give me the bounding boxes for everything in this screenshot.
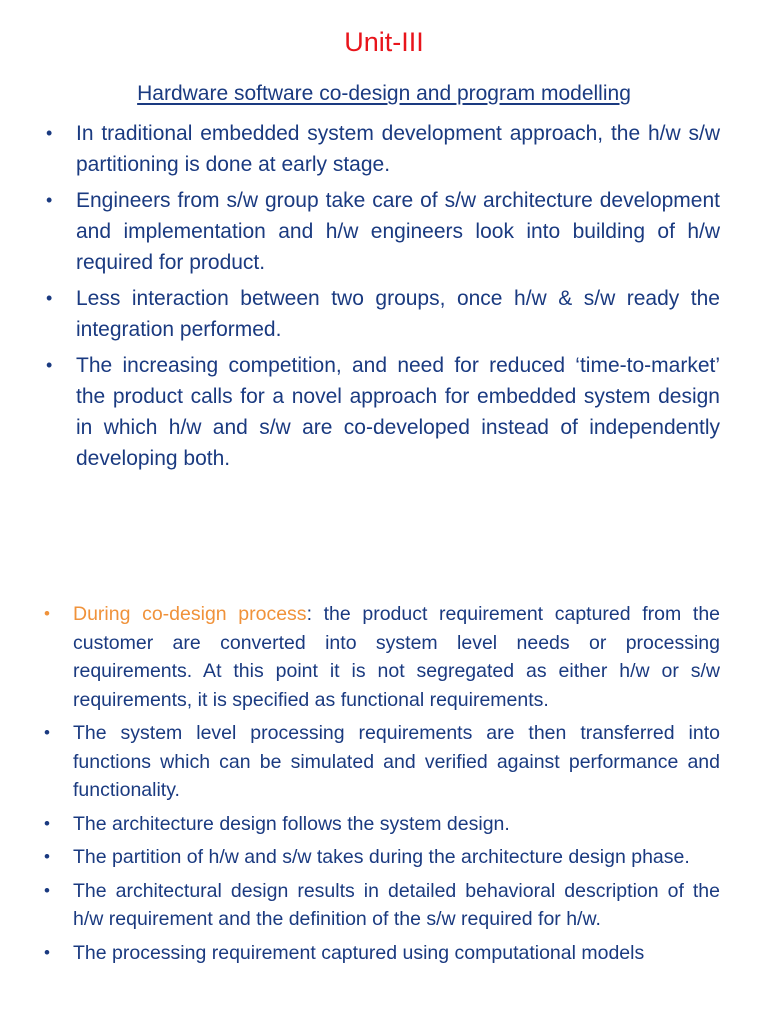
highlight-term: During co-design process (73, 603, 307, 625)
list-item-text: Less interaction between two groups, once h/w & s/w ready the integration performed. (76, 287, 720, 341)
bullet-list-traditional (0, 118, 768, 479)
bullet-icon: • (44, 847, 50, 866)
bullet-icon: • (46, 190, 53, 210)
list-item-text: In traditional embedded system development approach, the h/w s/w partitioning is done at early stage. (76, 122, 720, 176)
bullet-icon: • (46, 288, 53, 308)
list-item (0, 283, 768, 345)
list-item-text-rest: : the product requirement captured from the customer are converted into system level needs or processing requirements. At this point it is not segregated as either h/w or s/w requirements, it is specified as functional requirements. (73, 603, 721, 711)
list-item (0, 877, 768, 934)
list-item-text (73, 600, 720, 714)
list-item (0, 843, 768, 872)
page-subtitle: Hardware software co-design and program modelling (137, 82, 631, 105)
bullet-icon: • (44, 880, 50, 900)
bullet-icon: • (44, 942, 50, 962)
bullet-icon: • (46, 355, 53, 375)
bullet-icon: • (46, 123, 53, 143)
list-item (0, 719, 768, 805)
list-item (0, 600, 768, 714)
bullet-list-codesign (0, 600, 768, 972)
list-item-text: The architectural design results in detailed behavioral description of the h/w requirement and the definition of the s/w required for h/w. (73, 879, 720, 930)
bullet-icon: • (44, 723, 50, 742)
bullet-icon: • (44, 604, 50, 623)
list-item-text: The partition of h/w and s/w takes during the architecture design phase. (73, 846, 690, 868)
list-item-text: The architecture design follows the system design. (73, 812, 510, 835)
list-item-text: The increasing competition, and need for reduced ‘time-to-market’ the product calls for a novel approach for embedded system design in which h/w and s/w are co-developed instead of independently developing both. (76, 354, 720, 470)
bullet-icon: • (44, 813, 50, 833)
list-item-text: The processing requirement captured using computational models (73, 941, 645, 964)
list-item (0, 810, 768, 839)
list-item-text: The system level processing requirements are then transferred into functions which can be simulated and verified against performance and functionality. (73, 722, 720, 801)
list-item (0, 939, 768, 968)
list-item (0, 118, 768, 180)
page-title: Unit-III (344, 27, 424, 57)
list-item (0, 350, 768, 474)
list-item-text: Engineers from s/w group take care of s/w architecture development and implementation and h/w engineers look into building of h/w required for product. (76, 189, 720, 274)
list-item (0, 185, 768, 278)
